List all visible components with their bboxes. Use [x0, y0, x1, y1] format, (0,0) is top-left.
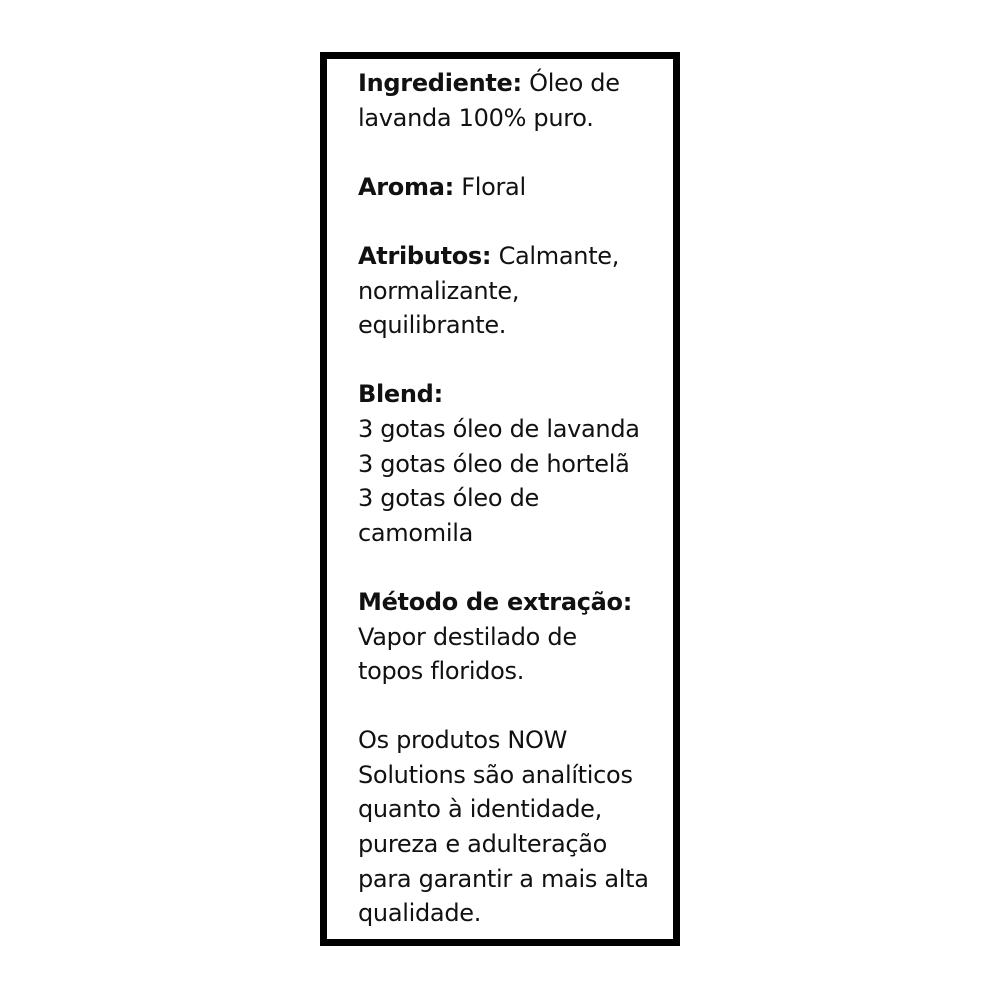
extraction-value-part1: Vapor destilado de	[358, 622, 577, 651]
aroma-line	[358, 170, 678, 205]
section-spacer	[358, 689, 678, 724]
section-spacer	[358, 204, 678, 239]
attributes-heading: Atributos:	[358, 241, 492, 270]
ingredient-value-part1: Óleo de	[521, 69, 620, 97]
note-line: qualidade.	[358, 899, 482, 928]
blend-heading: Blend:	[358, 380, 443, 409]
ingredient-heading: Ingrediente:	[358, 69, 522, 97]
blend-item: camomila	[358, 518, 473, 547]
ingredient-value-part2: lavanda 100% puro.	[358, 103, 594, 132]
note-line: quanto à identidade,	[358, 795, 602, 824]
attributes-value-part3: equilibrante.	[358, 311, 507, 340]
aroma-heading: Aroma:	[358, 172, 454, 201]
attributes-value-part2: normalizante,	[358, 276, 520, 305]
blend-item: 3 gotas óleo de hortelã	[358, 449, 630, 478]
note-line: pureza e adulteração	[358, 830, 608, 859]
section-spacer	[358, 343, 678, 378]
product-label-text	[358, 66, 678, 931]
aroma-value: Floral	[453, 172, 526, 201]
attributes-line	[358, 239, 678, 274]
ingredient-line	[358, 66, 678, 101]
note-line: Os produtos NOW	[358, 726, 568, 755]
blend-item: 3 gotas óleo de lavanda	[358, 414, 640, 443]
product-label-box	[320, 52, 680, 946]
section-spacer	[358, 135, 678, 170]
note-line: para garantir a mais alta	[358, 864, 649, 893]
section-spacer	[358, 550, 678, 585]
blend-item: 3 gotas óleo de	[358, 484, 539, 513]
note-line: Solutions são analíticos	[358, 760, 633, 789]
attributes-value-part1: Calmante,	[491, 241, 620, 270]
extraction-heading: Método de extração:	[358, 587, 633, 616]
extraction-value-part2: topos floridos.	[358, 657, 525, 686]
